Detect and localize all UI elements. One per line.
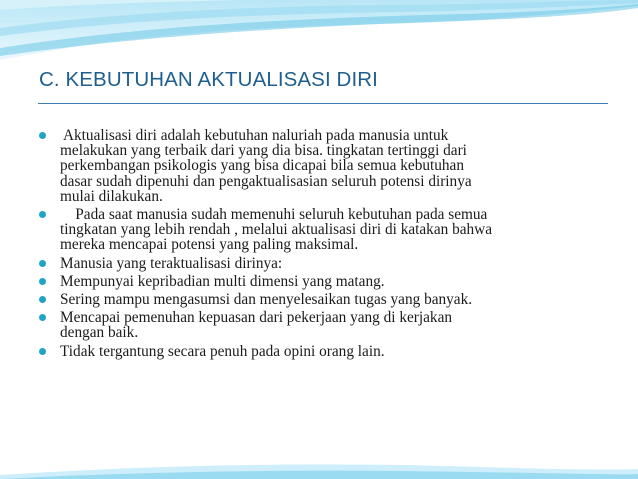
bullet-line: dengan baik. xyxy=(60,324,139,342)
bullet-list xyxy=(38,128,610,362)
bullet-dot-icon xyxy=(39,296,46,303)
bullet-line: mulai dilakukan. xyxy=(60,187,163,205)
bullet-line: Aktualisasi diri adalah kebutuhan naluriah pada manusia untuk xyxy=(60,127,449,144)
bullet-line: Pada saat manusia sudah memenuhi seluruh kebutuhan pada semua xyxy=(60,206,488,224)
bullet-item xyxy=(38,274,610,289)
bullet-dot-icon xyxy=(39,348,46,355)
bottom-wave-decoration xyxy=(0,455,638,479)
slide-title: C. KEBUTUHAN AKTUALISASI DIRI xyxy=(39,68,378,91)
bullet-item xyxy=(38,256,610,271)
bullet-dot-icon xyxy=(39,132,46,139)
bullet-item xyxy=(38,344,610,359)
bullet-item xyxy=(38,310,610,340)
bullet-dot-icon xyxy=(39,260,46,267)
bullet-line: Mencapai pemenuhan kepuasan dari pekerjaan yang di kerjakan xyxy=(60,309,453,327)
bullet-line: melakukan yang terbaik dari yang dia bisa. tingkatan tertinggi dari xyxy=(60,142,467,160)
bullet-dot-icon xyxy=(39,278,46,285)
bullet-dot-icon xyxy=(39,211,46,218)
bullet-line: perkembangan psikologis yang bisa dicapai bila semua kebutuhan xyxy=(60,157,464,175)
bullet-line: mereka mencapai potensi yang paling maksimal. xyxy=(60,236,359,254)
bullet-item xyxy=(38,292,610,307)
bullet-line: Mempunyai kepribadian multi dimensi yang matang. xyxy=(60,272,385,290)
bullet-line: tingkatan yang lebih rendah , melalui aktualisasi diri di katakan bahwa xyxy=(60,221,493,239)
bullet-line: Sering mampu mengasumsi dan menyelesaikan tugas yang banyak. xyxy=(60,291,473,309)
top-wave-decoration xyxy=(0,0,638,70)
bullet-dot-icon xyxy=(39,314,46,321)
bullet-item xyxy=(38,128,610,204)
bullet-item xyxy=(38,207,610,253)
title-underline xyxy=(38,103,608,104)
bullet-line: Manusia yang teraktualisasi dirinya: xyxy=(60,254,283,272)
bullet-line: Tidak tergantung secara penuh pada opini orang lain. xyxy=(60,342,385,360)
bullet-line: dasar sudah dipenuhi dan pengaktualisasian seluruh potensi dirinya xyxy=(60,172,472,190)
